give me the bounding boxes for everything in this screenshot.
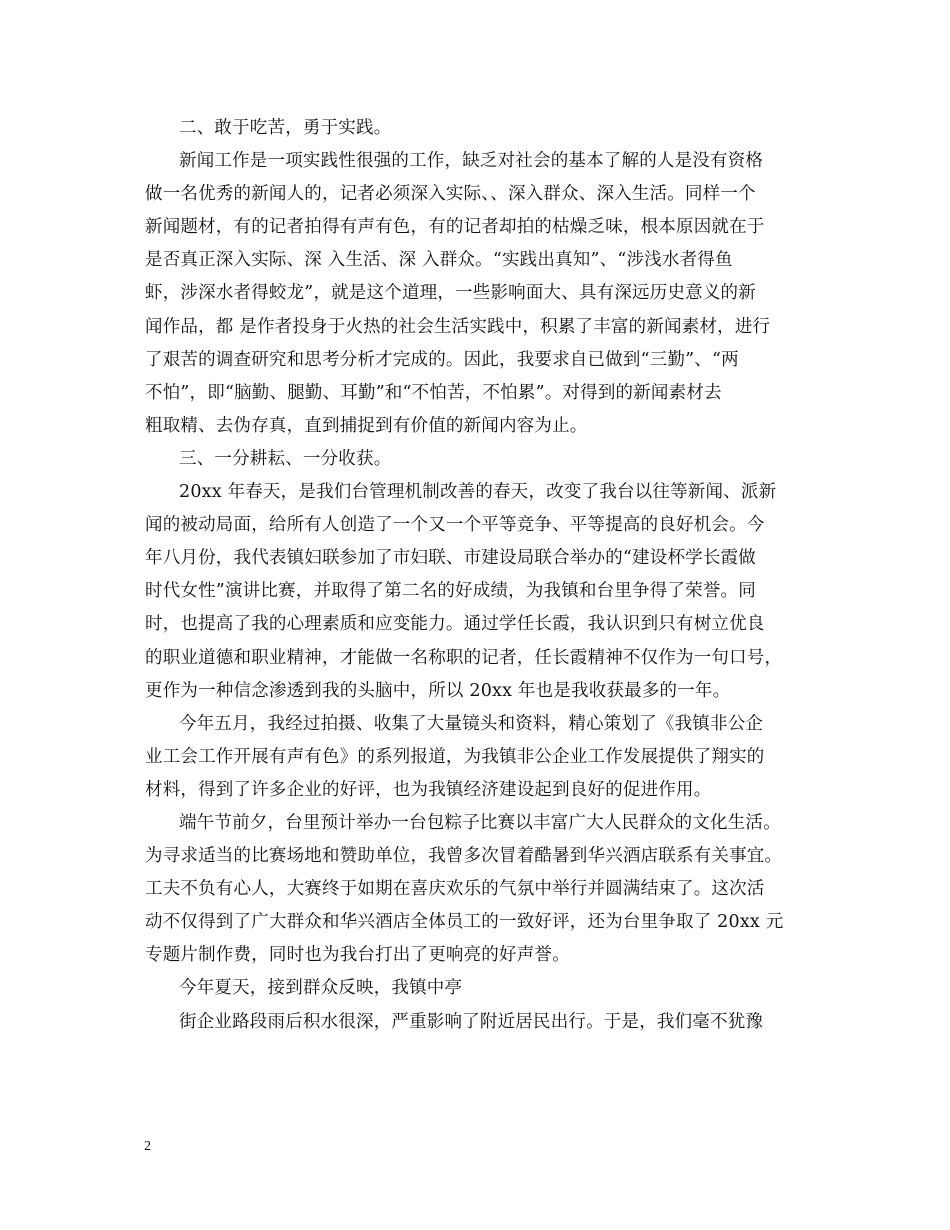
text-line: 了艰苦的调查研究和思考分析才完成的。因此，我要求自已做到“三勤”、“两: [145, 349, 739, 370]
text-line: 街企业路段雨后积水很深，严重影响了附近居民出行。于是，我们毫不犹豫: [179, 1011, 764, 1032]
text-line: 端午节前夕，台里预计举办一台包粽子比赛以丰富广大人民群众的文化生活。: [179, 812, 781, 833]
text-line: 更作为一种信念渗透到我的头脑中，所以 20xx 年也是我收获最多的一年。: [145, 680, 731, 701]
text-line: 年八月份，我代表镇妇联参加了市妇联、市建设局联合举办的“建设杯学长霞做: [145, 548, 756, 569]
text-line: 动不仅得到了广大群众和华兴酒店全体员工的一致好评，还为台里争取了 20xx 元: [145, 912, 784, 933]
text-line: 今年五月，我经过拍摄、收集了大量镜头和资料，精心策划了《我镇非公企: [179, 713, 764, 734]
text-line: 闻作品，都 是作者投身于火热的社会生活实践中，积累了丰富的新闻素材，进行: [145, 316, 771, 337]
text-line: 新闻题材，有的记者拍得有声有色，有的记者却拍的枯燥乏味，根本原因就在于: [145, 217, 765, 238]
text-line: 新闻工作是一项实践性很强的工作，缺乏对社会的基本了解的人是没有资格: [179, 151, 764, 172]
text-line: 的职业道德和职业精神，才能做一名称职的记者，任长霞精神不仅作为一句口号，: [145, 647, 783, 668]
page-number: 2: [144, 1139, 151, 1154]
text-line: 业工会工作开展有声有色》的系列报道，为我镇非公企业工作发展提供了翔实的: [145, 746, 765, 767]
text-line: 专题片制作费，同时也为我台打出了更响亮的好声誉。: [145, 945, 570, 966]
text-line: 不怕”，即“脑勤、腿勤、耳勤”和“不怕苦，不怕累”。对得到的新闻素材去: [145, 382, 722, 403]
text-line: 闻的被动局面，给所有人创造了一个又一个平等竞争、平等提高的良好机会。今: [145, 515, 765, 536]
text-line: 20xx 年春天，是我们台管理机制改善的春天，改变了我台以往等新闻、派新: [179, 482, 777, 503]
text-line: 材料，得到了许多企业的好评，也为我镇经济建设起到良好的促进作用。: [145, 779, 712, 800]
text-line: 虾，涉深水者得蛟龙”，就是这个道理，一些影响面大、具有深远历史意义的新: [145, 283, 756, 304]
text-line: 二、敢于吃苦，勇于实践。: [179, 118, 392, 138]
text-line: 时代女性”演讲比赛，并取得了第二名的好成绩，为我镇和台里争得了荣誉。同: [145, 581, 756, 602]
document-body: [145, 112, 825, 1039]
text-line: 今年夏天，接到群众反映，我镇中亭: [179, 978, 463, 999]
text-line: 是否真正深入实际、深 入生活、深 入群众。“实践出真知”、“涉浅水者得鱼: [145, 250, 733, 271]
text-line: 粗取精、去伪存真，直到捕捉到有价值的新闻内容为止。: [145, 415, 588, 436]
text-line: 工夫不负有心人，大赛终于如期在喜庆欢乐的气氛中举行并圆满结束了。这次活: [145, 879, 765, 900]
text-line: 做一名优秀的新闻人的，记者必须深入实际、、深入群众、深入生活。同样一个: [145, 184, 756, 205]
text-line: 三、一分耕耘、一分收获。: [179, 448, 392, 469]
text-line: 时，也提高了我的心理素质和应变能力。通过学任长霞，我认识到只有树立优良: [145, 614, 765, 635]
text-line: 为寻求适当的比赛场地和赞助单位，我曾多次冒着酷暑到华兴酒店联系有关事宜。: [145, 846, 783, 867]
